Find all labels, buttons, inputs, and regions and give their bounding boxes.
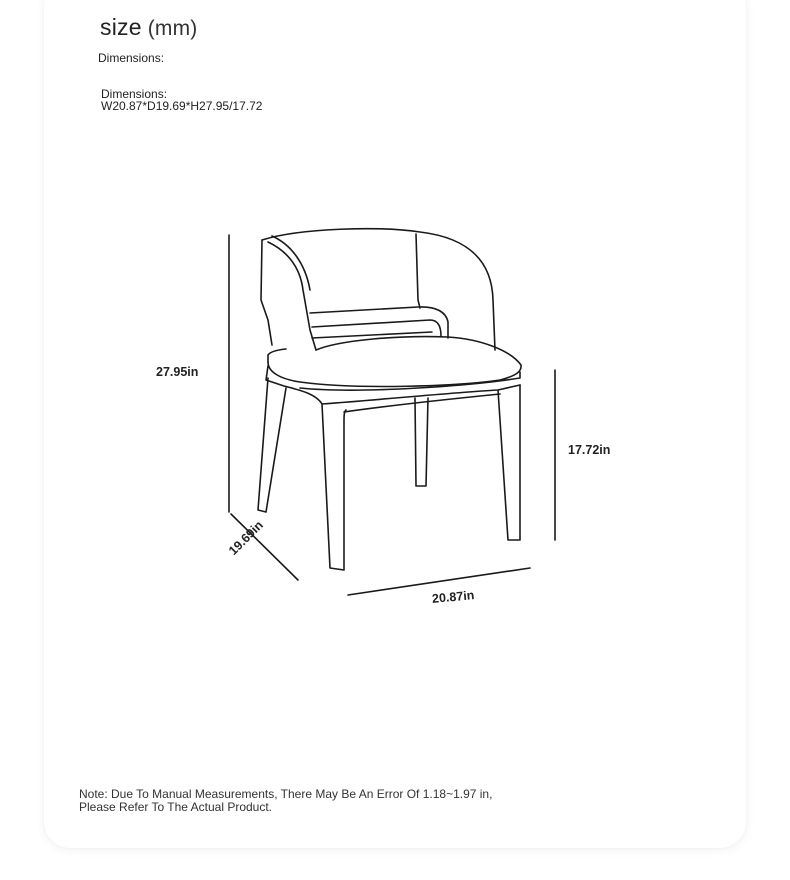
height-total-label: 27.95in: [156, 365, 199, 379]
seat-height-label: 17.72in: [568, 443, 611, 457]
title-text: size: [100, 14, 142, 40]
title-unit: (mm): [147, 17, 198, 40]
depth-label: 19.69in: [226, 518, 266, 558]
width-label: 20.87in: [431, 588, 475, 606]
spec-value: W20.87*D19.69*H27.95/17.72: [101, 99, 263, 113]
dimensions-heading: Dimensions:: [98, 51, 165, 65]
note-line-2: Please Refer To The Actual Product.: [79, 800, 273, 814]
note-line-1: Note: Due To Manual Measurements, There May Be An Error Of 1.18~1.97 in,: [79, 787, 493, 801]
measurement-note: [79, 788, 492, 814]
chair-drawing: [258, 229, 521, 570]
spec-label: Dimensions:: [101, 87, 168, 101]
